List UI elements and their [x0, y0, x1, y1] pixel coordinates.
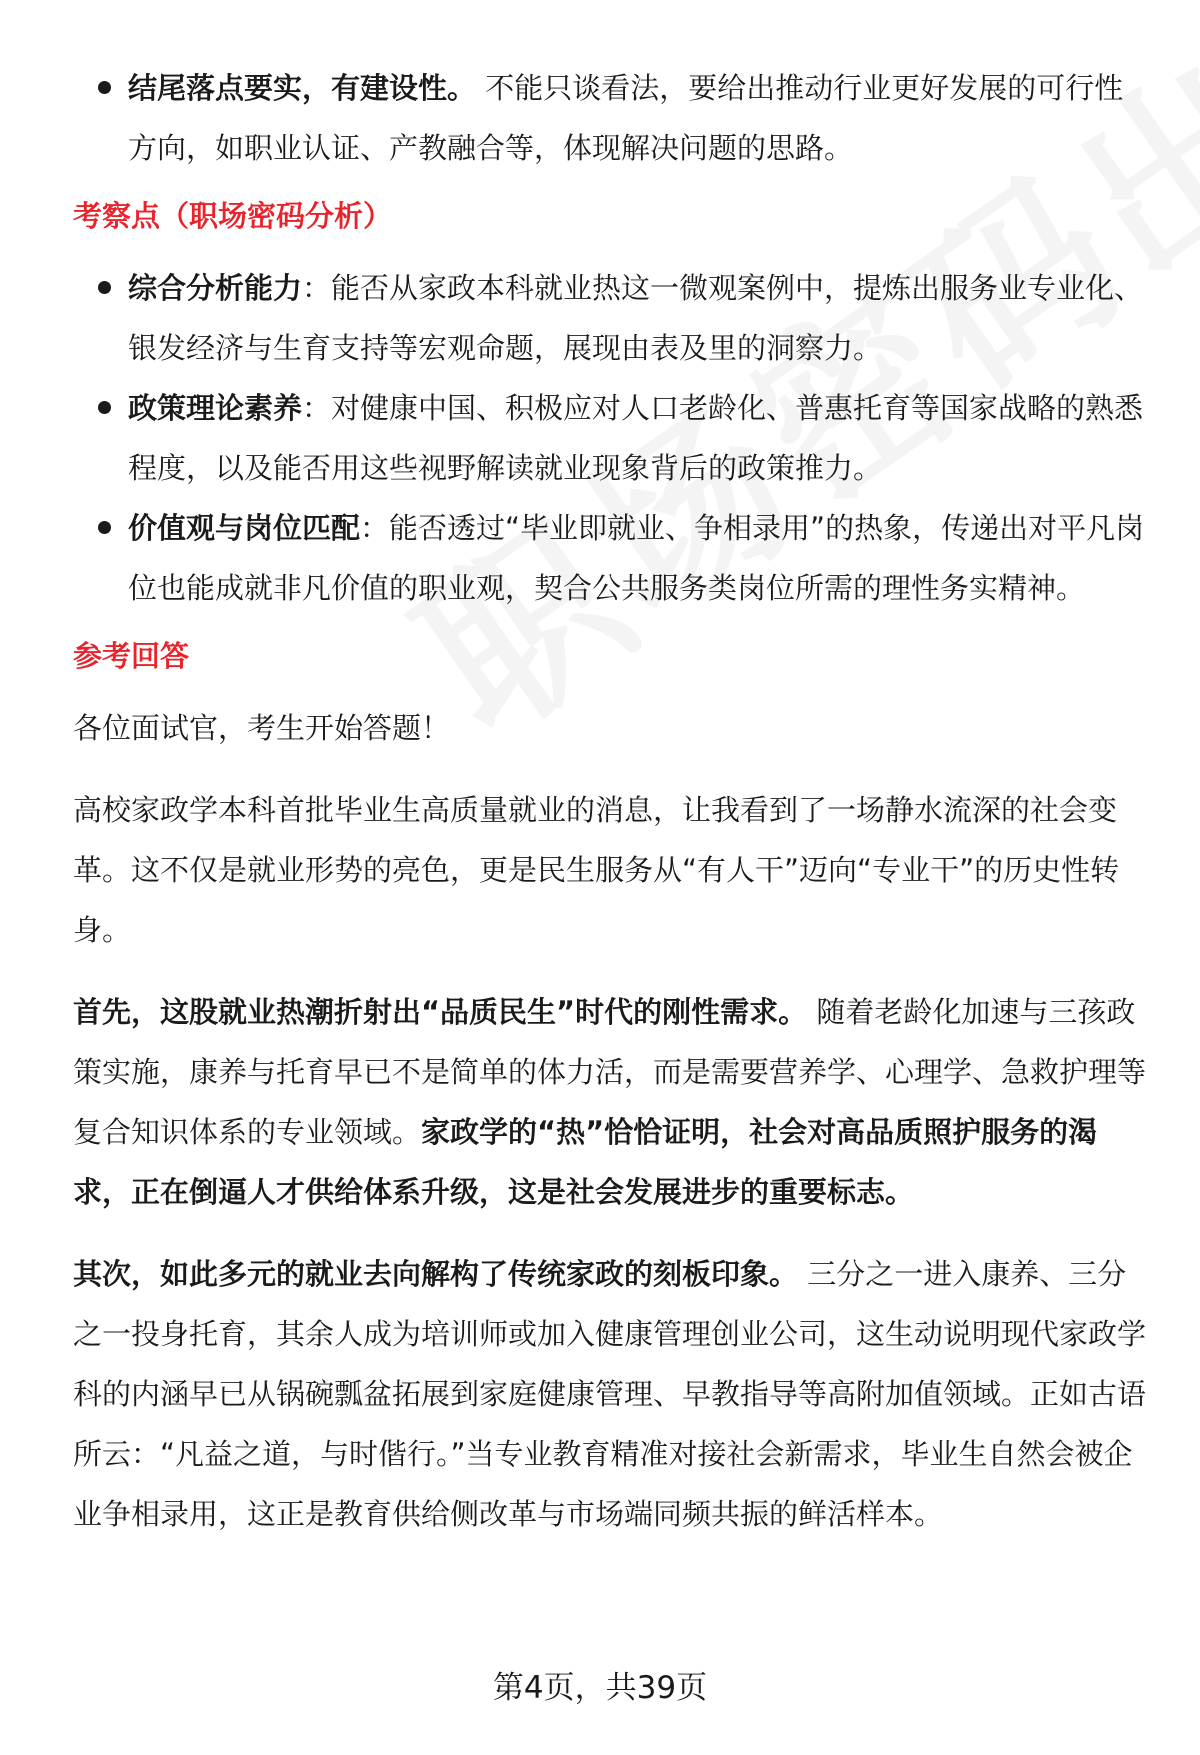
bullet-lead: 政策理论素养	[128, 391, 303, 425]
paragraph-emphasis: 家政学的“热”恰恰证明，社会对高品质照护服务的渴求，正在倒逼人才供给体系升级，这是社会发展进步的重要标志。	[73, 1115, 1098, 1209]
bullet-text: ：能否从家政本科就业热这一微观案例中，提炼出服务业专业化、银发经济与生育支持等宏观命题，展现由表及里的洞察力。	[128, 271, 1144, 365]
list-item	[73, 498, 1148, 618]
bullet-lead: 价值观与岗位匹配	[128, 511, 361, 545]
answer-greeting: 各位面试官，考生开始答题！	[73, 711, 451, 745]
paragraph-lead: 首先，这股就业热潮折射出“品质民生”时代的刚性需求。	[73, 995, 808, 1029]
list-item	[73, 378, 1148, 498]
bullet-text: ：能否透过“毕业即就业、争相录用”的热象，传递出对平凡岗位也能成就非凡价值的职业观，契合公共服务类岗位所需的理性务实精神。	[128, 511, 1145, 605]
bullet-lead: 结尾落点要实，有建设性。	[128, 71, 477, 105]
document-content	[73, 58, 1148, 1544]
answer-paragraph-1: 高校家政学本科首批毕业生高质量就业的消息，让我看到了一场静水流深的社会变革。这不仅是就业形势的亮色，更是民生服务从“有人干”迈向“专业干”的历史性转身。	[73, 793, 1120, 947]
section-heading-answer: 参考回答	[73, 639, 190, 673]
list-item	[73, 258, 1148, 378]
bullet-text: 不能只谈看法，要给出推动行业更好发展的可行性方向，如职业认证、产教融合等，体现解决问题的思路。	[128, 71, 1124, 165]
intro-bullet-list	[73, 58, 1148, 178]
section-heading-analysis: 考察点（职场密码分析）	[73, 199, 393, 233]
answer-paragraph-2	[73, 982, 1148, 1222]
bullet-icon	[98, 81, 111, 94]
bullet-lead: 综合分析能力	[128, 271, 303, 305]
paragraph-body: 随着老龄化加速与三孩政策实施，康养与托育早已不是简单的体力活，而是需要营养学、心理学、急救护理等复合知识体系的专业领域。	[73, 995, 1147, 1149]
paragraph-body: 三分之一进入康养、三分之一投身托育，其余人成为培训师或加入健康管理创业公司，这生动说明现代家政学科的内涵早已从锅碗瓢盆拓展到家庭健康管理、早教指导等高附加值领域。正如古语所云：“凡益之道，与时偕行。”当专业教育精准对接社会新需求，毕业生自然会被企业争相录用，这正是教育供给侧改革与市场端同频共振的鲜活样本。	[73, 1257, 1147, 1531]
page-number: 第4页，共39页	[492, 1670, 708, 1706]
bullet-icon	[98, 521, 111, 534]
paragraph-lead: 其次，如此多元的就业去向解构了传统家政的刻板印象。	[73, 1257, 799, 1291]
bullet-text: ：对健康中国、积极应对人口老龄化、普惠托育等国家战略的熟悉程度，以及能否用这些视野解读就业现象背后的政策推力。	[128, 391, 1144, 485]
bullet-icon	[98, 281, 111, 294]
list-item	[73, 58, 1148, 178]
bullet-icon	[98, 401, 111, 414]
answer-paragraph-3	[73, 1244, 1148, 1544]
analysis-bullet-list	[73, 258, 1148, 618]
